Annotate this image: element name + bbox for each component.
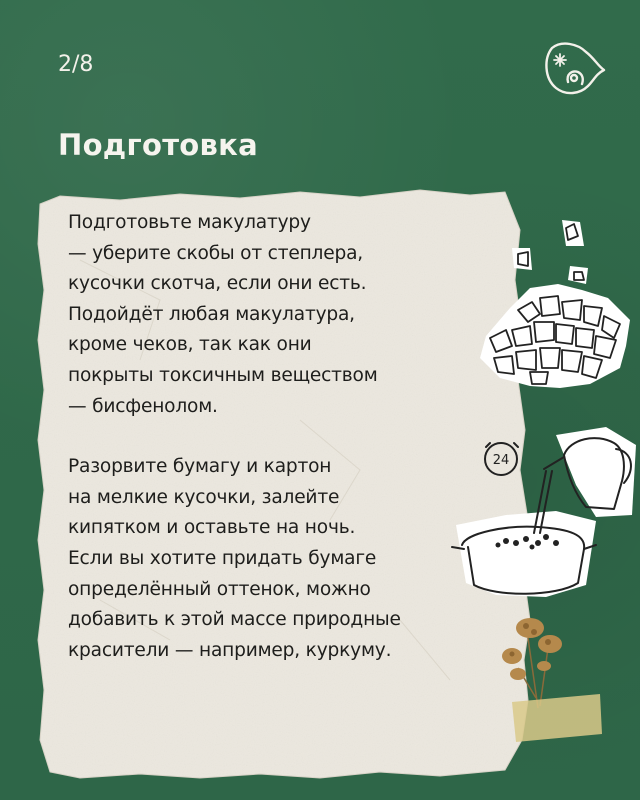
page-number: 2/8 (58, 52, 94, 77)
instructions-paragraph-2: Разорвите бумагу и картон на мелкие кусочки, залейте кипятком и оставьте на ночь. Если вы хотите придать бумаге определённый оттенок, можно добавить к этой массе природные красители — например, куркуму. (68, 456, 401, 661)
paper-scraps-icon (470, 218, 636, 398)
tape-strip-icon (508, 690, 604, 746)
page-title: Подготовка (58, 128, 259, 162)
instructions-text (68, 208, 508, 666)
instructions-paragraph-1: Подготовьте макулатуру — уберите скобы от степлера, кусочки скотча, если они есть. Подойдёт любая макулатура, кроме чеков, так как они покрыты токсичным веществом — бисфенолом. (68, 212, 378, 417)
kettle-pot-icon (446, 425, 638, 601)
timer-label: 24 (492, 453, 510, 468)
